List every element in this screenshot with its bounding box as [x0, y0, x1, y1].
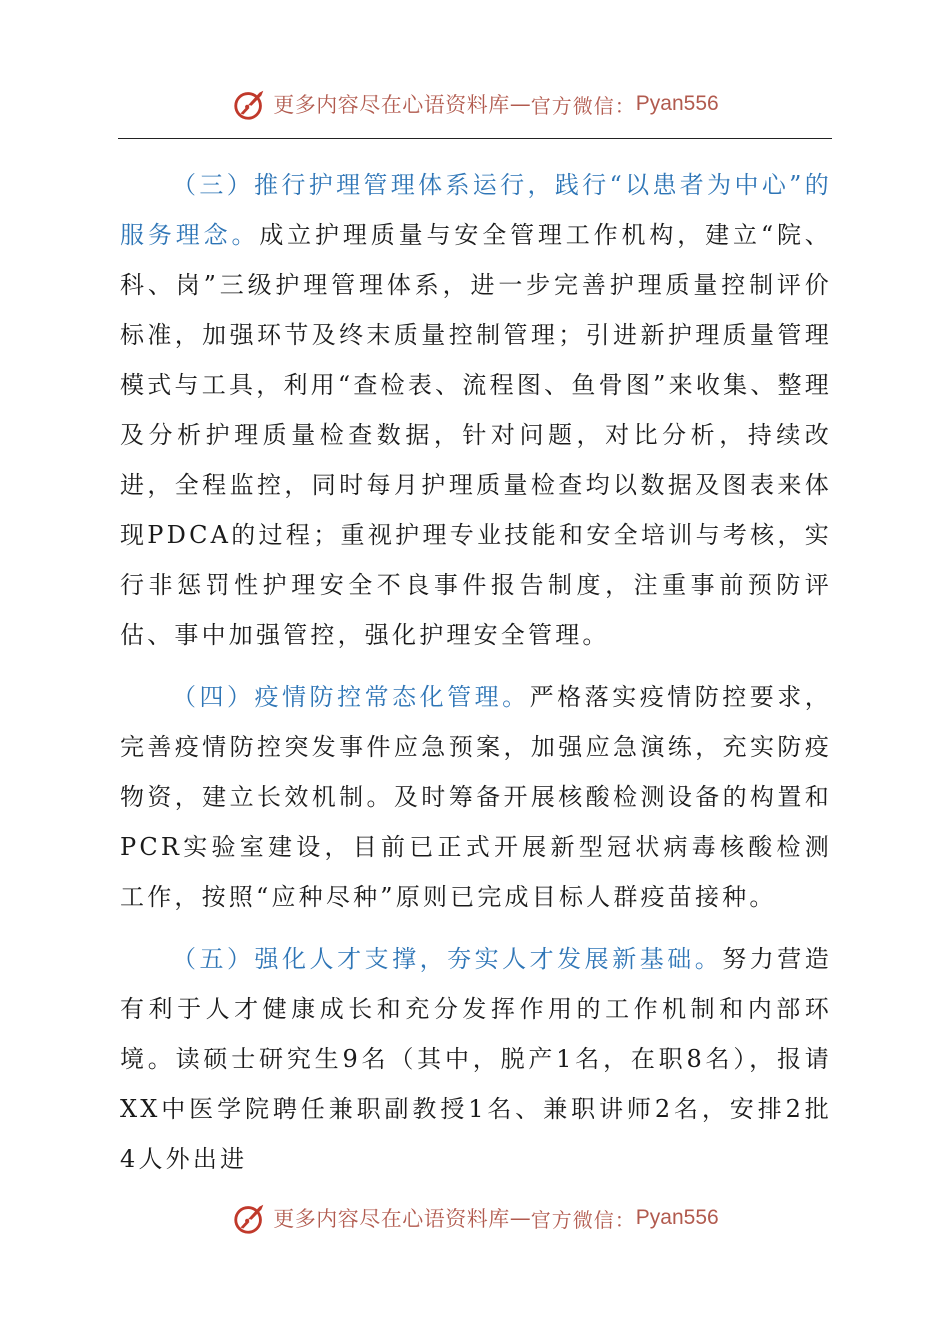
footer-banner-separator: — [509, 1206, 531, 1230]
banner-separator: — [509, 92, 531, 116]
footer-banner-wechat-label: 官方微信： [530, 1207, 636, 1232]
banner-wechat-id: Pyan556 [635, 92, 719, 115]
header-banner [0, 82, 950, 126]
section-3-body: 成立护理质量与安全管理工作机构，建立“院、科、岗”三级护理管理体系，进一步完善护理质量控制评价标准，加强环节及终末质量控制管理；引进新护理质量管理模式与工具，利用“查检表、流程图、鱼骨图”来收集、整理及分析护理质量检查数据，针对问题，对比分析，持续改进，全程监控，同时每月护理质量检查均以数据及图表来体现PDCA的过程；重视护理专业技能和安全培训与考核，实行非惩罚性护理安全不良事件报告制度，注重事前预防评估、事中加强管控，强化护理安全管理。 [120, 221, 833, 649]
quill-logo-icon [231, 85, 269, 123]
header-divider [118, 138, 832, 139]
section-3-heading: （三）推行护理管理体系运行，践行“以患者为中心”的服务理念。 [120, 171, 832, 249]
footer-banner-wechat-id: Pyan556 [635, 1206, 719, 1229]
document-body [120, 160, 832, 1196]
paragraph-section-4 [120, 672, 832, 922]
section-4-body: 严格落实疫情防控要求，完善疫情防控突发事件应急预案，加强应急演练，充实防疫物资，建立长效机制。及时筹备开展核酸检测设备的构置和PCR实验室建设，目前已正式开展新型冠状病毒核酸检测工作，按照“应种尽种”原则已完成目标人群疫苗接种。 [120, 683, 832, 911]
section-5-body: 努力营造有利于人才健康成长和充分发挥作用的工作机制和内部环境。读硕士研究生9名（其中，脱产1名，在职8名），报请XX中医学院聘任兼职副教授1名、兼职讲师2名，安排2批4人外出进 [120, 945, 832, 1173]
section-4-heading: （四）疫情防控常态化管理。 [172, 683, 530, 711]
footer-banner-text: 更多内容尽在心语资料库 [273, 1207, 510, 1231]
section-5-heading: （五）强化人才支撑，夯实人才发展新基础。 [172, 945, 723, 973]
paragraph-section-3 [120, 160, 832, 660]
footer-banner [0, 1196, 950, 1240]
quill-logo-icon [231, 1199, 269, 1237]
banner-text: 更多内容尽在心语资料库 [273, 93, 510, 117]
paragraph-section-5 [120, 934, 832, 1184]
banner-wechat-label: 官方微信： [530, 93, 636, 118]
